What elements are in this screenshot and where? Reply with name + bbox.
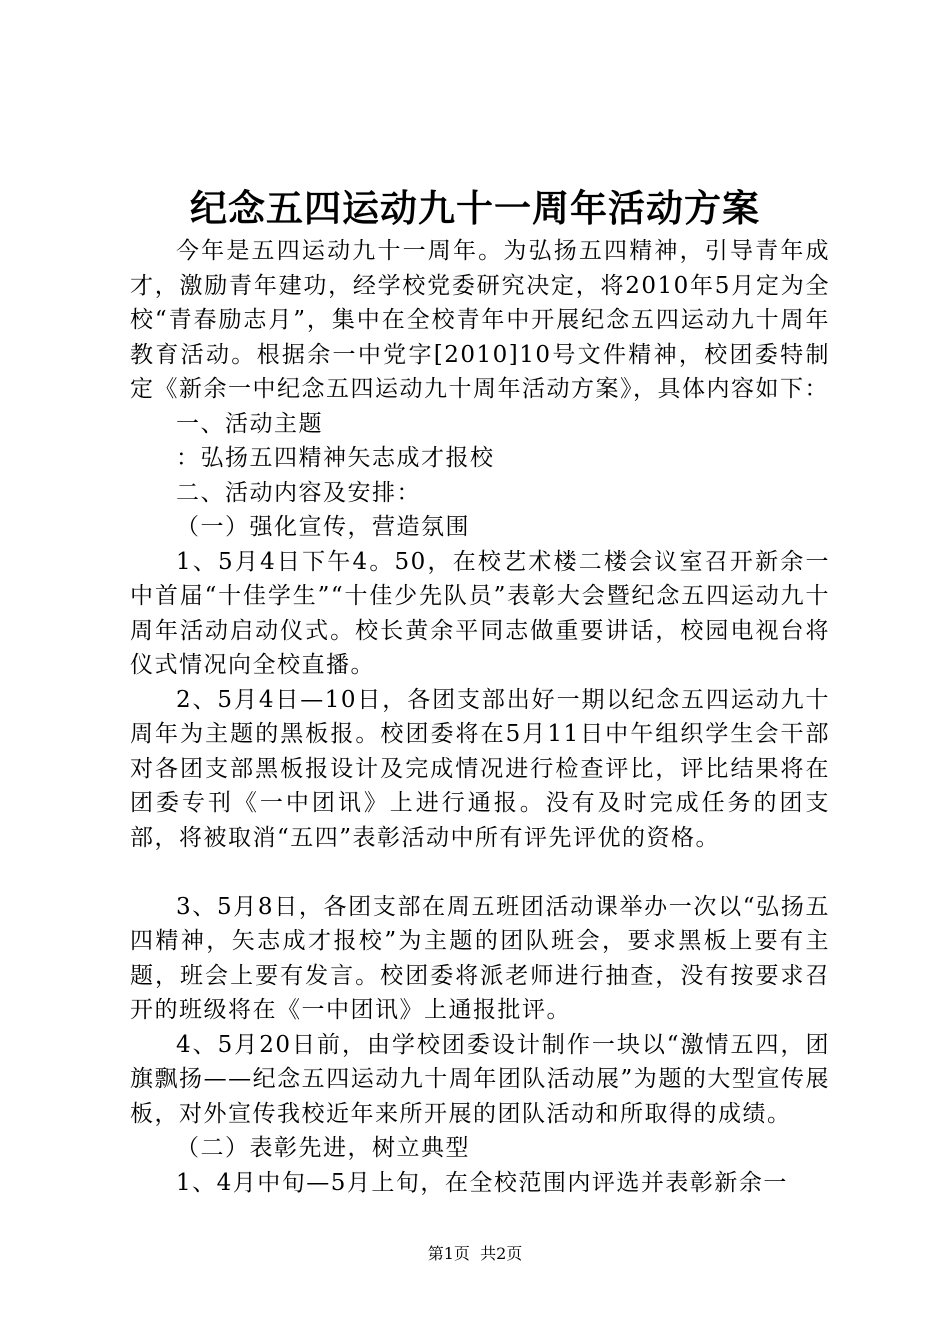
list-item: 4、5月20日前，由学校团委设计制作一块以“激情五四，团旗飘扬——纪念五四运动九十周年团队活动展”为题的大型宣传展板，对外宣传我校近年来所开展的团队活动和所取得的成绩。 bbox=[130, 1031, 830, 1127]
list-item: 1、4月中旬—5月上旬，在全校范围内评选并表彰新余一 bbox=[176, 1169, 788, 1196]
section-heading-theme: 一、活动主题 bbox=[176, 410, 323, 437]
list-item: 3、5月8日，各团支部在周五班团活动课举办一次以“弘扬五四精神，矢志成才报校”为主题的团队班会，要求黑板上要有主题，班会上要有发言。校团委将派老师进行抽查，没有按要求召开的班级将在《一中团讯》上通报批评。 bbox=[130, 893, 830, 1023]
subsection-heading-commendation: （二）表彰先进，树立典型 bbox=[176, 1135, 470, 1161]
list-item: 1、5月4日下午4。50，在校艺术楼二楼会议室召开新余一中首届“十佳学生”“十佳少先队员”表彰大会暨纪念五四运动九十周年活动启动仪式。校长黄余平同志做重要讲话，校园电视台将仪式情况向全校直播。 bbox=[130, 548, 830, 678]
theme-text: ：弘扬五四精神矢志成才报校 bbox=[176, 445, 495, 471]
document-title: 纪念五四运动九十一周年活动方案 bbox=[190, 186, 760, 230]
page-number-footer: 第1页 共2页 bbox=[427, 1244, 523, 1263]
document-body bbox=[130, 234, 830, 1200]
subsection-heading-publicity: （一）强化宣传，营造氛围 bbox=[176, 514, 470, 540]
intro-paragraph: 今年是五四运动九十一周年。为弘扬五四精神，引导青年成才，激励青年建功，经学校党委研究决定，将2010年5月定为全校“青春励志月”，集中在全校青年中开展纪念五四运动九十周年教育活动。根据余一中党字[2010]10号文件精神，校团委特制定《新余一中纪念五四运动九十周年活动方案》，具体内容如下： bbox=[130, 238, 830, 402]
section-heading-content: 二、活动内容及安排： bbox=[176, 479, 421, 506]
list-item: 2、5月4日—10日，各团支部出好一期以纪念五四运动九十周年为主题的黑板报。校团委将在5月11日中午组织学生会干部对各团支部黑板报设计及完成情况进行检查评比，评比结果将在团委专刊《一中团讯》上进行通报。没有及时完成任务的团支部，将被取消“五四”表彰活动中所有评先评优的资格。 bbox=[130, 686, 830, 851]
